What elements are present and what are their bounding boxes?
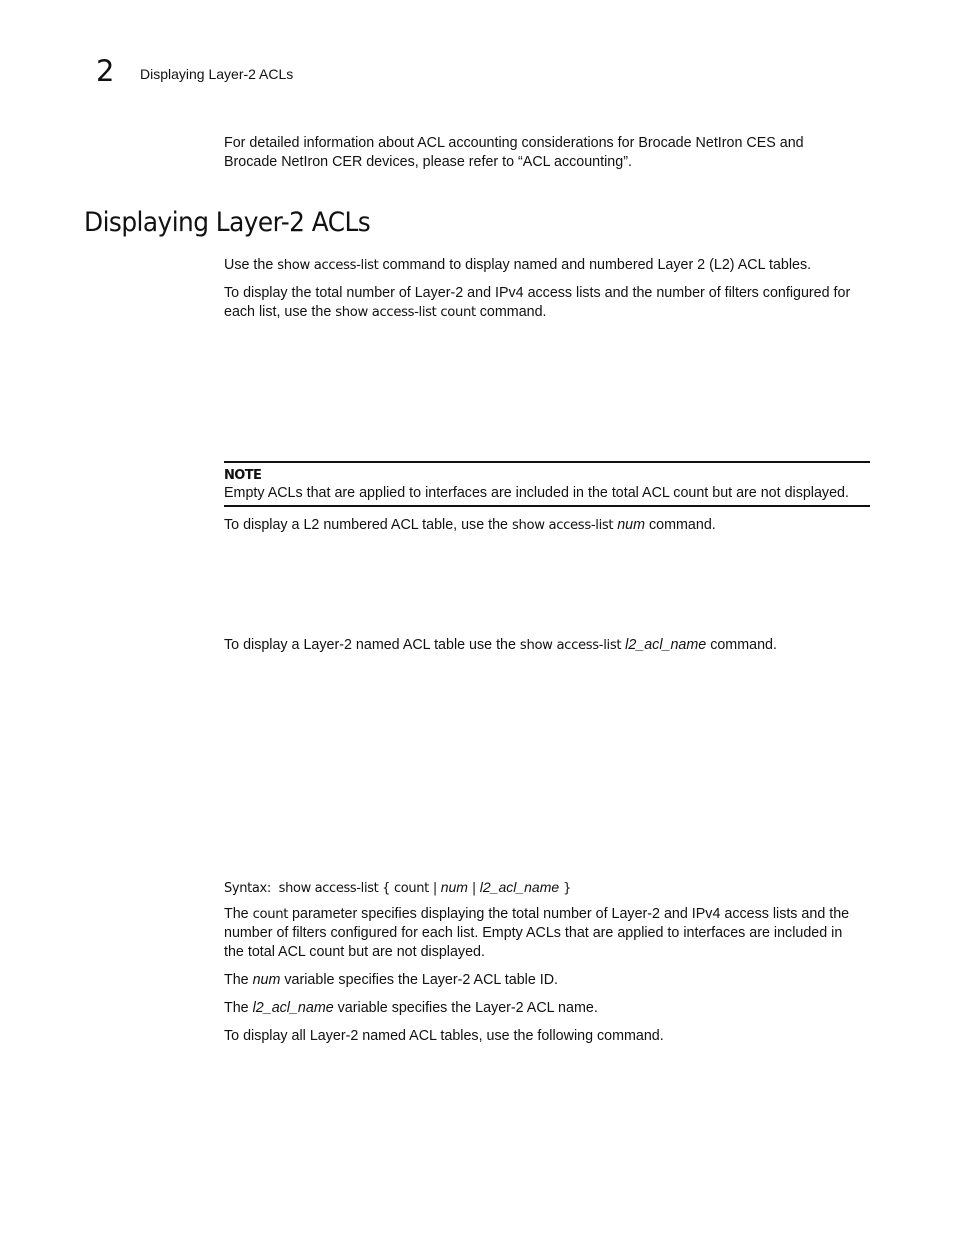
- text: Use the: [224, 257, 278, 273]
- text: command to display named and numbered Layer 2 (L2) ACL tables.: [378, 257, 812, 273]
- syntax-label: Syntax:: [224, 881, 271, 896]
- text: To display all Layer-2 named ACL tables, use the following command.: [224, 1028, 664, 1044]
- command-text: count: [252, 907, 289, 922]
- section-title: Displaying Layer-2 ACLs: [84, 207, 371, 238]
- command-text: show access-list: [511, 518, 614, 533]
- syntax-num: num: [440, 879, 468, 895]
- use-command-paragraph: [224, 256, 874, 275]
- text: command.: [645, 517, 716, 533]
- text: The: [224, 906, 253, 922]
- running-header-title: Displaying Layer-2 ACLs: [140, 66, 294, 82]
- note-box: [224, 461, 870, 507]
- text: command.: [475, 304, 547, 320]
- note-text: Empty ACLs that are applied to interfaces are included in the total ACL count but are not displayed.: [224, 485, 849, 501]
- syntax-close: }: [563, 881, 571, 896]
- text: command.: [706, 637, 777, 653]
- text: each list, use the: [224, 304, 336, 320]
- note-label: NOTE: [224, 468, 262, 483]
- variable-text: l2_acl_name: [625, 637, 707, 653]
- text: To display the total number of Layer-2 and IPv4 access lists and the number of filters configured for: [224, 285, 851, 301]
- command-text: show access-list: [277, 258, 379, 273]
- variable-text: num: [252, 972, 281, 988]
- syntax-separator: |: [471, 881, 476, 896]
- command-text: show access-list: [519, 638, 622, 653]
- text: To display a L2 numbered ACL table, use the: [224, 517, 512, 533]
- syntax-count: count: [393, 881, 429, 896]
- syntax-separator: |: [432, 881, 437, 896]
- chapter-number: 2: [96, 54, 115, 88]
- variable-text: num: [617, 517, 646, 533]
- intro-paragraph: [224, 134, 874, 172]
- numbered-acl-paragraph: [224, 516, 874, 535]
- syntax-line: [224, 878, 571, 898]
- intro-line-1: For detailed information about ACL accounting considerations for Brocade NetIron CES and: [224, 135, 804, 151]
- text: To display a Layer-2 named ACL table use the: [224, 637, 520, 653]
- text: number of filters configured for each list. Empty ACLs that are applied to interfaces are included in: [224, 925, 843, 941]
- command-text: show access-list count: [335, 305, 476, 320]
- text: variable specifies the Layer-2 ACL table ID.: [280, 972, 559, 988]
- count-parameter-paragraph: [224, 905, 874, 962]
- syntax-name: l2_acl_name: [479, 879, 560, 895]
- text: The: [224, 972, 253, 988]
- text: variable specifies the Layer-2 ACL name.: [333, 1000, 598, 1016]
- display-all-paragraph: [224, 1027, 874, 1046]
- name-variable-paragraph: [224, 999, 874, 1018]
- num-variable-paragraph: [224, 971, 874, 990]
- syntax-command: show access-list {: [278, 881, 391, 896]
- count-command-paragraph: [224, 284, 874, 322]
- text: The: [224, 1000, 253, 1016]
- intro-line-2: Brocade NetIron CER devices, please refer to “ACL accounting”.: [224, 154, 632, 170]
- text: the total ACL count but are not displayed.: [224, 944, 485, 960]
- text: parameter specifies displaying the total number of Layer-2 and IPv4 access lists and the: [288, 906, 850, 922]
- named-acl-paragraph: [224, 636, 874, 655]
- variable-text: l2_acl_name: [252, 1000, 334, 1016]
